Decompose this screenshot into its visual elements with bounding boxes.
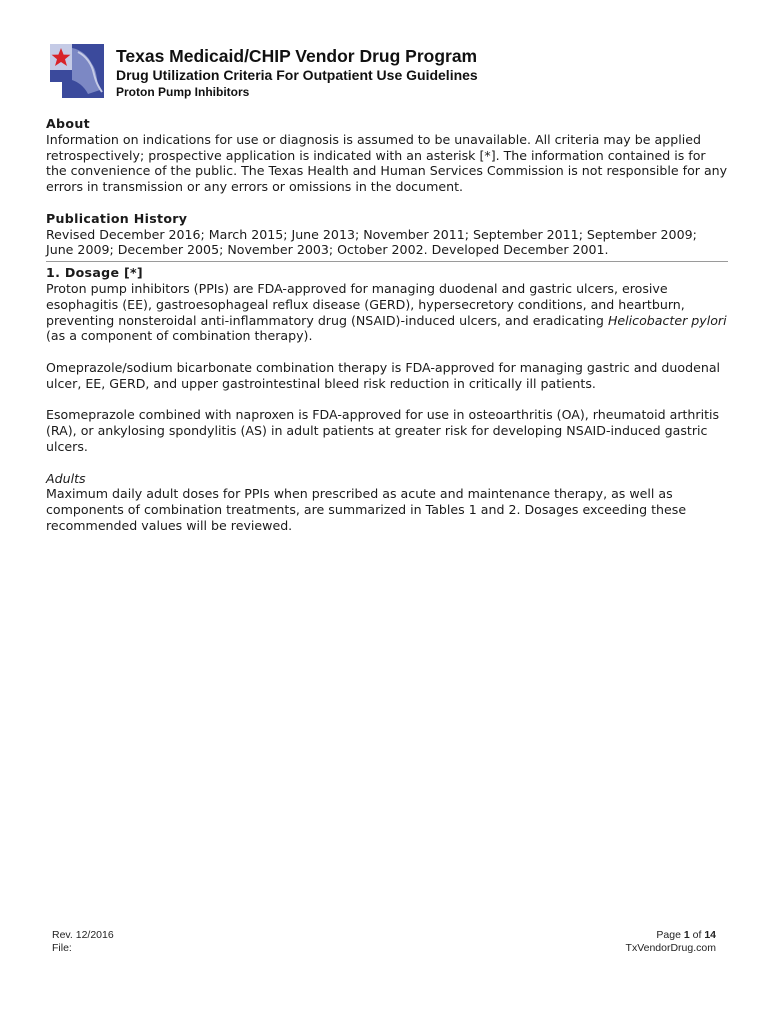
document-header <box>48 42 728 104</box>
section-divider <box>46 261 728 262</box>
page-total: 14 <box>704 929 716 941</box>
page-indicator <box>626 929 716 942</box>
dosage-heading: 1. Dosage [*] <box>46 265 143 281</box>
texas-star-logo-icon <box>48 42 106 100</box>
dosage-p1-italic: Helicobacter pylori <box>607 312 727 328</box>
about-heading: About <box>46 116 90 131</box>
page-current: 1 <box>683 929 690 941</box>
dosage-p1-tail: (as a component of combination therapy). <box>46 328 313 344</box>
header-titles <box>116 45 478 100</box>
program-title: Texas Medicaid/CHIP Vendor Drug Program <box>116 46 478 66</box>
drug-class-title: Proton Pump Inhibitors <box>116 85 250 99</box>
page-of: of <box>689 929 705 941</box>
adults-text: Maximum daily adult doses for PPIs when prescribed as acute and maintenance therapy, as well as components of combination treatments, are summarized in Tables 1 and 2. Dosages exceeding these recommended values will be reviewed. <box>46 486 687 533</box>
publication-history-heading: Publication History <box>46 210 188 226</box>
dosage-paragraph-2: Omeprazole/sodium bicarbonate combination therapy is FDA-approved for managing gastric and duodenal ulcer, EE, GERD, and upper gastrointestinal bleed risk reduction in critically ill patients. <box>46 359 721 391</box>
website-link[interactable]: TxVendorDrug.com <box>625 942 716 954</box>
dosage-p1-text: Proton pump inhibitors (PPIs) are FDA-approved for managing duodenal and gastric ulcers, erosive esophagitis (EE), gastroesophageal reflux disease (GERD), hypersecretory conditions, and heartburn, preventing nonsteroidal anti-inflammatory drug (NSAID)-induced ulcers, and eradicating <box>46 280 685 328</box>
file-label: File: <box>52 942 72 954</box>
footer-right <box>626 929 716 955</box>
publication-history-text: Revised December 2016; March 2015; June 2013; November 2011; September 2011; September 2009; June 2009; December 2005; November 2003; October 2002. Developed December 2001. <box>46 226 697 258</box>
about-text: Information on indications for use or diagnosis is assumed to be unavailable. All criteria may be applied retrospectively; prospective application is indicated with an asterisk [*]. The information contained is for the convenience of the public. The Texas Health and Human Services Commission is not responsible for any errors in transmission or any errors or omissions in the document. <box>46 131 728 195</box>
adults-subheading: Adults <box>46 470 86 486</box>
footer-left <box>52 929 114 955</box>
dosage-paragraph-1 <box>46 281 728 344</box>
dosage-paragraph-3: Esomeprazole combined with naproxen is FDA-approved for use in osteoarthritis (OA), rheumatoid arthritis (RA), or ankylosing spondylitis (AS) in adult patients at greater risk for developing NSAID-induced gastric ulcers. <box>46 407 720 454</box>
guideline-title: Drug Utilization Criteria For Outpatient Use Guidelines <box>116 67 478 83</box>
page-prefix: Page <box>656 929 684 941</box>
document-body <box>46 116 728 534</box>
revision-date: Rev. 12/2016 <box>52 929 114 941</box>
